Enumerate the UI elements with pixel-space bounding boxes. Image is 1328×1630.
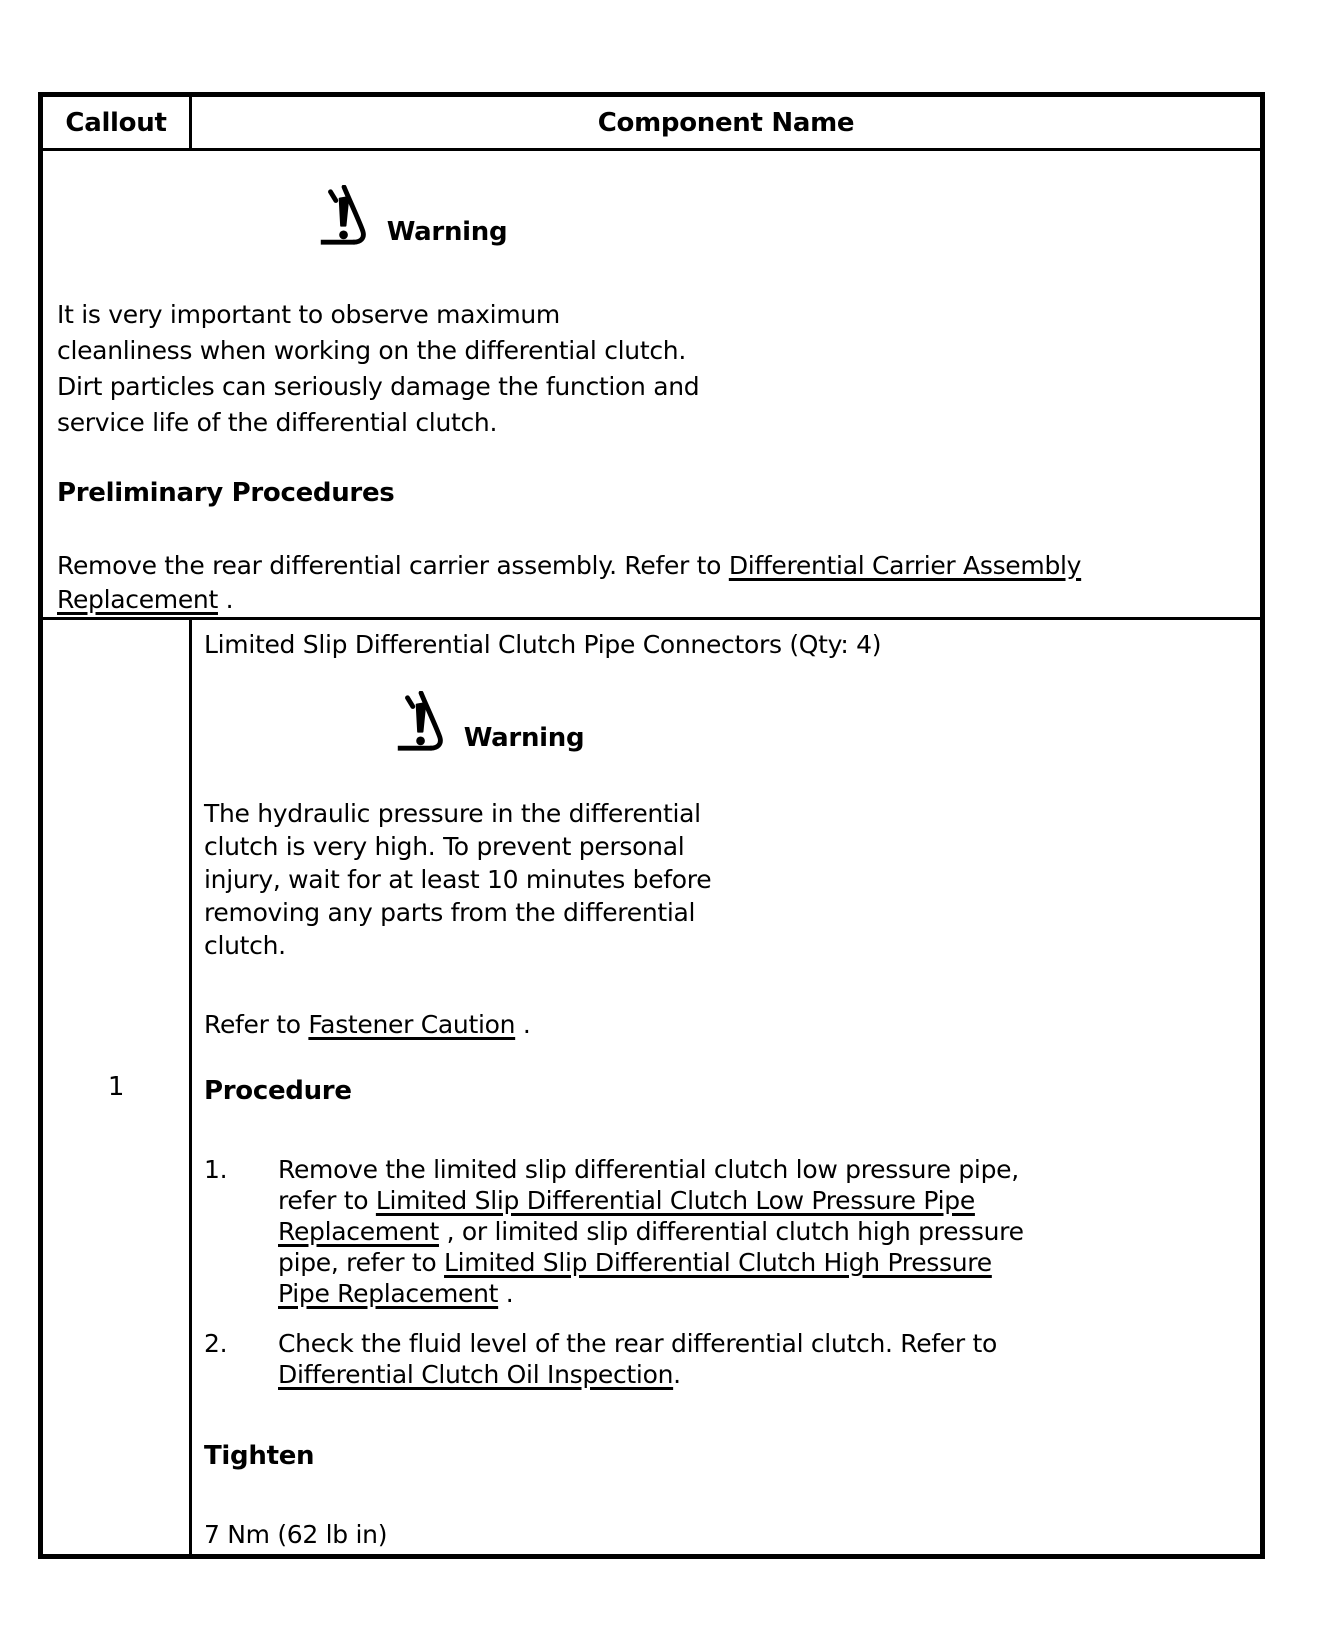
warning-triangle-icon: [317, 185, 373, 247]
text-segment: injury, wait for at least 10 minutes before: [204, 865, 712, 894]
inline-link[interactable]: Replacement: [278, 1217, 439, 1246]
component-cell: [191, 619, 1263, 1557]
preliminary-procedures-heading: Preliminary Procedures: [57, 478, 395, 508]
inline-link[interactable]: Limited Slip Differential Clutch Low Pressure Pipe: [375, 1186, 975, 1215]
component-row: [41, 619, 1263, 1557]
inline-link[interactable]: Fastener Caution: [308, 1010, 516, 1039]
text-segment: .: [498, 1279, 514, 1308]
warning-triangle-icon: [394, 691, 450, 753]
preliminary-cell: [41, 150, 1263, 619]
inline-link[interactable]: Differential Clutch Oil Inspection: [278, 1360, 674, 1389]
warning-header: [57, 185, 767, 247]
warning-block: [204, 691, 774, 962]
text-segment: clutch.: [204, 931, 286, 960]
step-number: 2.: [204, 1329, 228, 1358]
warning-text: [57, 297, 767, 441]
text-segment: Dirt particles can seriously damage the function and: [57, 372, 700, 401]
text-segment: .: [515, 1010, 531, 1039]
text-segment: It is very important to observe maximum: [57, 300, 560, 329]
text-segment: Remove the limited slip differential clutch low pressure pipe,: [278, 1155, 1019, 1184]
inline-link[interactable]: Limited Slip Differential Clutch High Pressure: [444, 1248, 992, 1277]
step-text: [278, 1154, 1024, 1309]
text-segment: , or limited slip differential clutch high pressure: [438, 1217, 1024, 1246]
tighten-heading: Tighten: [204, 1441, 315, 1471]
text-segment: removing any parts from the differential: [204, 898, 696, 927]
text-segment: The hydraulic pressure in the differential: [204, 799, 701, 828]
procedure-step: [204, 1328, 1248, 1390]
step-text: [278, 1328, 997, 1390]
procedure-steps: [204, 1154, 1248, 1390]
column-header-callout: Callout: [41, 95, 191, 150]
preliminary-text: [57, 549, 1246, 617]
text-segment: pipe, refer to: [278, 1248, 445, 1277]
torque-value: 7 Nm (62 lb in): [204, 1520, 388, 1549]
text-segment: Refer to: [204, 1010, 309, 1039]
inline-link[interactable]: Pipe Replacement: [278, 1279, 499, 1308]
warning-text: [204, 797, 774, 962]
text-segment: .: [217, 585, 234, 614]
inline-link[interactable]: Replacement: [57, 585, 218, 614]
column-header-component-name: Component Name: [191, 95, 1263, 150]
procedure-heading: Procedure: [204, 1076, 352, 1106]
preliminary-row: [41, 150, 1263, 619]
text-segment: Check the fluid level of the rear differential clutch. Refer to: [278, 1329, 998, 1358]
header-row: [41, 95, 1263, 150]
warning-label: Warning: [386, 217, 508, 247]
inline-link[interactable]: Differential Carrier Assembly: [728, 551, 1082, 580]
callout-cell: 1: [41, 619, 191, 1557]
fastener-caution-reference: [204, 1008, 1248, 1041]
text-segment: refer to: [278, 1186, 376, 1215]
warning-label: Warning: [463, 723, 585, 753]
text-segment: .: [673, 1360, 681, 1389]
text-segment: Remove the rear differential carrier assembly. Refer to: [57, 551, 729, 580]
step-number: 1.: [204, 1155, 228, 1184]
component-table: [38, 92, 1265, 1559]
text-segment: clutch is very high. To prevent personal: [204, 832, 685, 861]
text-segment: service life of the differential clutch.: [57, 408, 498, 437]
warning-header: [204, 691, 774, 753]
procedure-step: [204, 1154, 1248, 1309]
component-title: Limited Slip Differential Clutch Pipe Connectors (Qty: 4): [204, 630, 882, 659]
text-segment: cleanliness when working on the differential clutch.: [57, 336, 686, 365]
warning-block: [57, 185, 767, 441]
